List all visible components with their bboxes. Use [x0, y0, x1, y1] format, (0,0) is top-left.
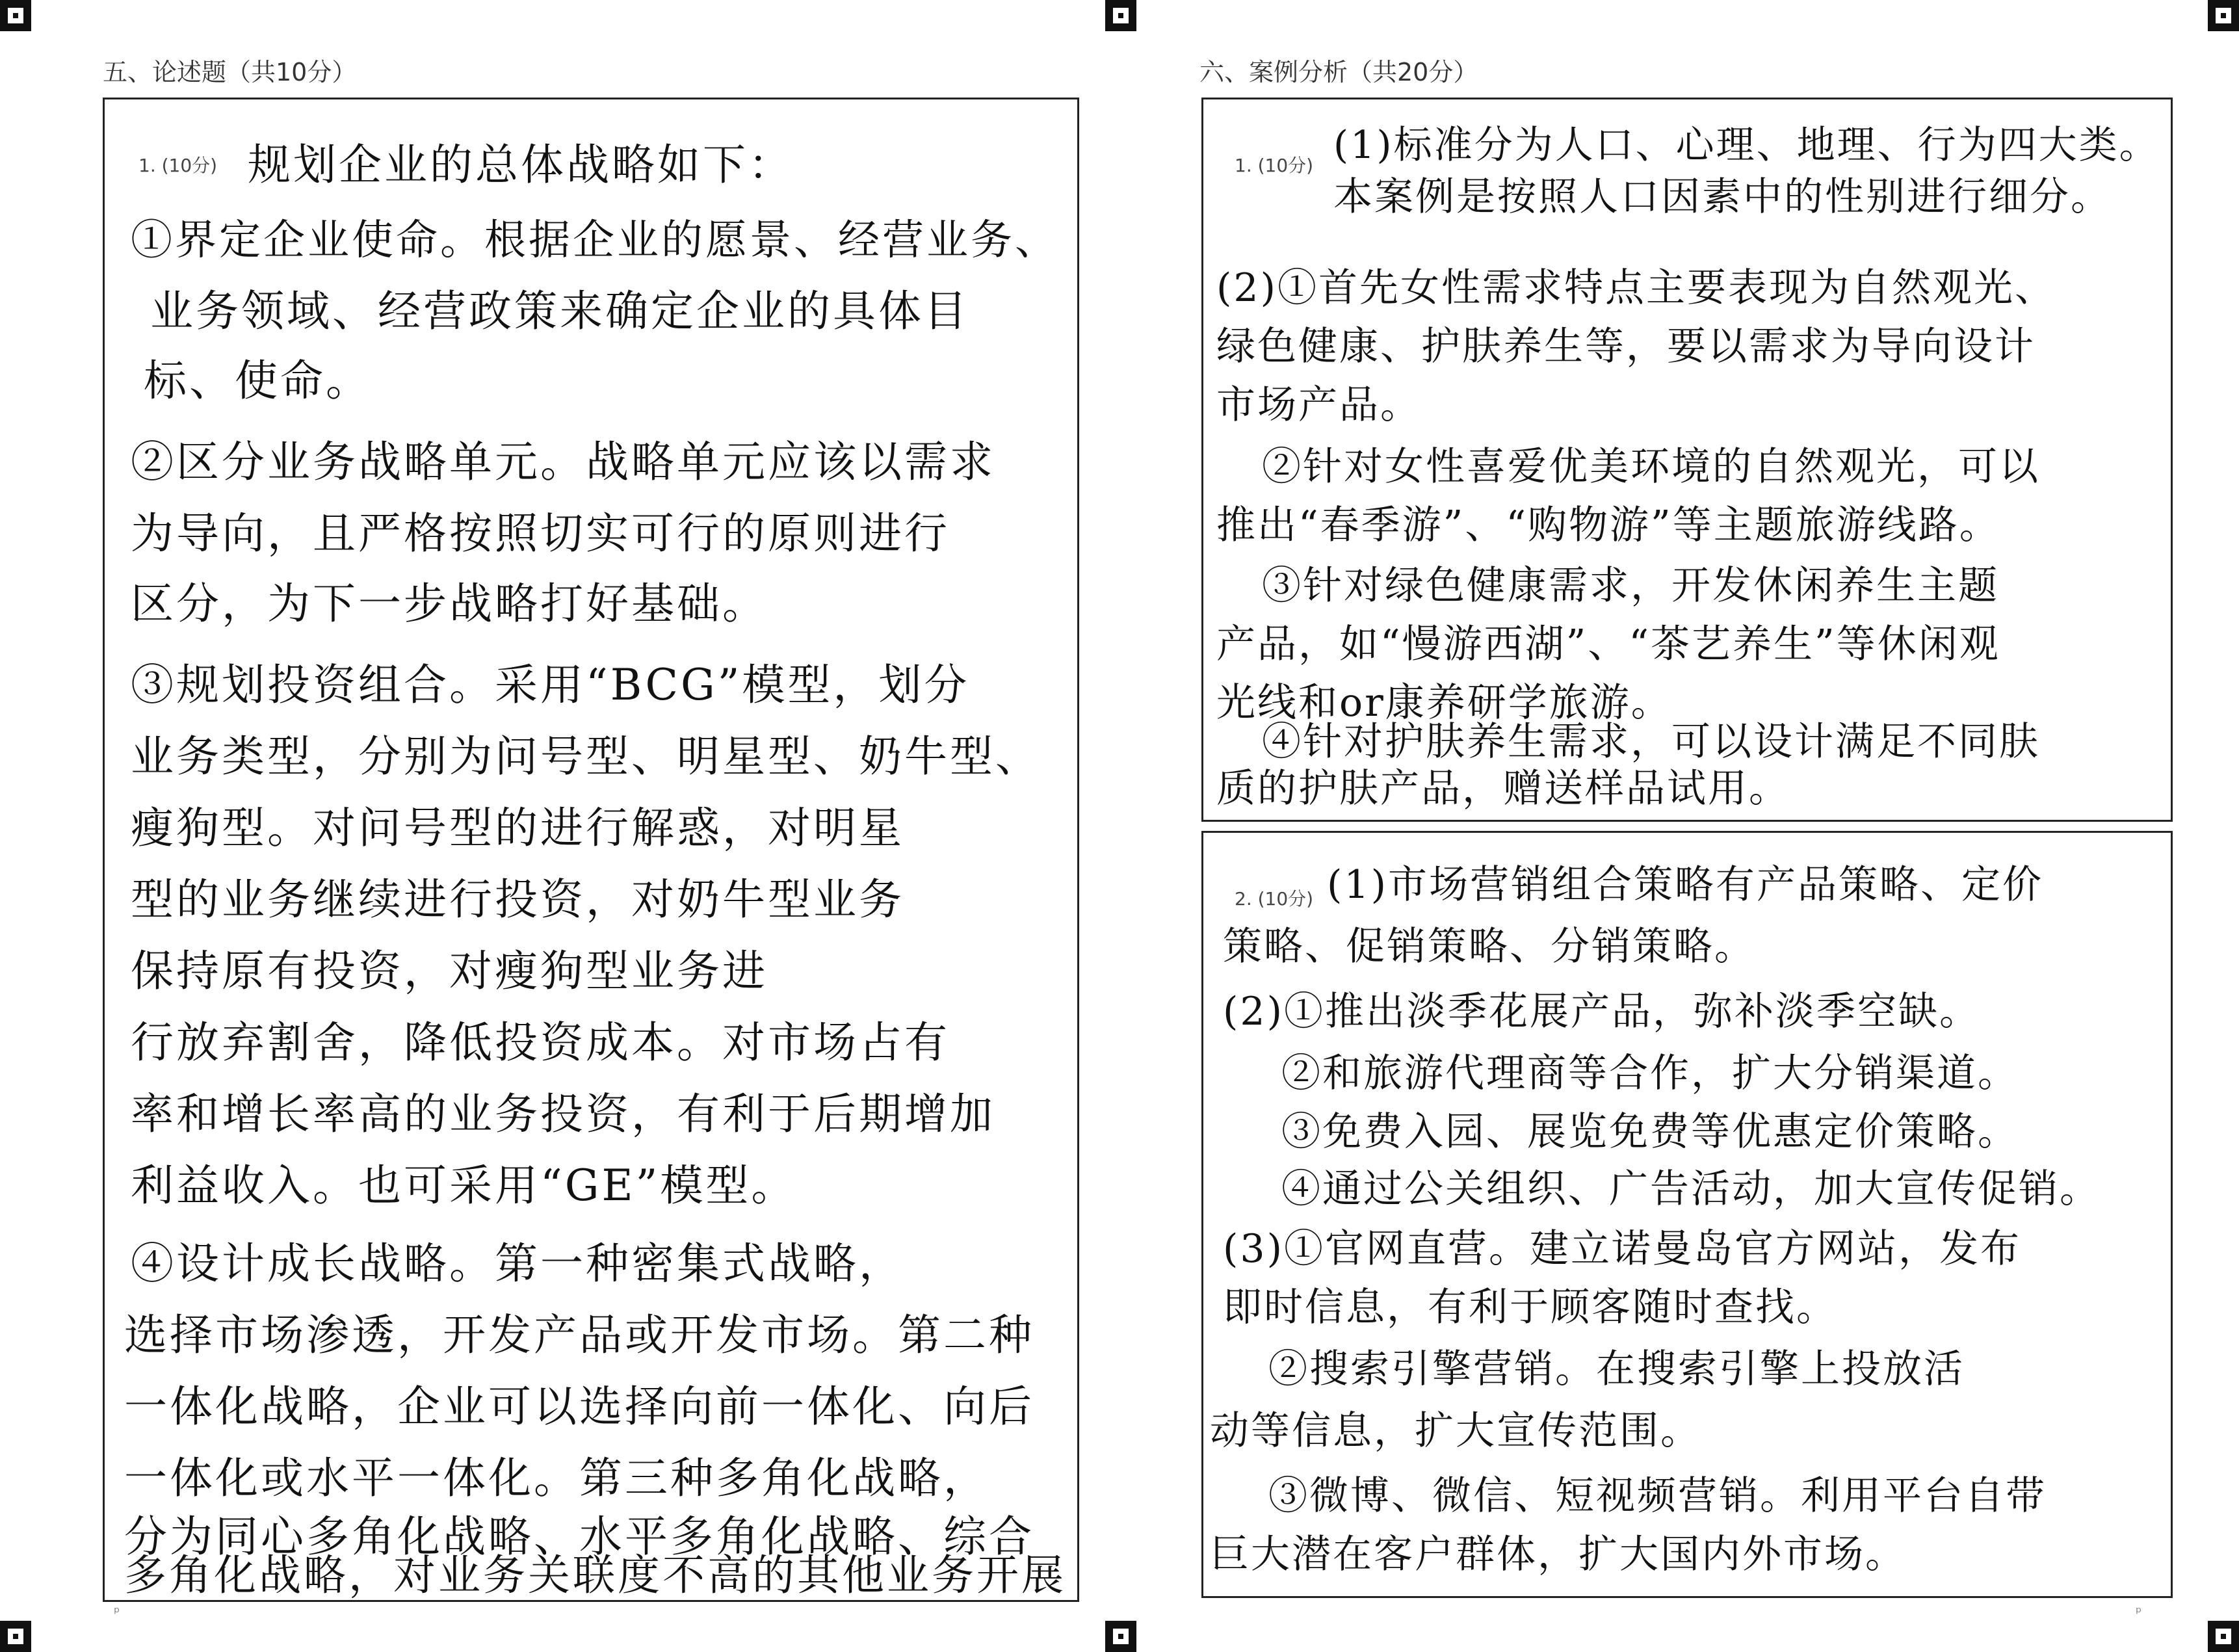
- handwritten-line: 巨大潜在客户群体，扩大国内外市场。: [1210, 1532, 1906, 1577]
- handwritten-line: ③微博、微信、短视频营销。利用平台自带: [1268, 1473, 2047, 1519]
- handwritten-line: 动等信息，扩大宣传范围。: [1210, 1408, 1701, 1454]
- handwritten-line: ④通过公关组织、广告活动，加大宣传促销。: [1281, 1166, 2101, 1212]
- handwritten-line: 推出“春季游”、“购物游”等主题旅游线路。: [1216, 503, 2000, 548]
- corner-marker-top-center: [1105, 0, 1136, 31]
- handwritten-line: (1)市场营销组合策略有产品策略、定价: [1327, 862, 2043, 908]
- section-title-case: 六、案例分析（共20分）: [1199, 58, 1478, 86]
- handwritten-line: 行放弃割舍，降低投资成本。对市场占有: [131, 1017, 950, 1068]
- handwritten-line: ③免费入园、展览免费等优惠定价策略。: [1281, 1109, 2019, 1155]
- handwritten-line: 绿色健康、护肤养生等，要以需求为导向设计: [1216, 324, 2036, 369]
- handwritten-line: ①界定企业使命。根据企业的愿景、经营业务、: [131, 216, 1059, 265]
- handwritten-line: ②区分业务战略单元。战略单元应该以需求: [131, 437, 995, 487]
- handwritten-line: 光线和or康养研学旅游。: [1216, 680, 1672, 726]
- handwritten-line: 业务类型，分别为问号型、明星型、奶牛型、: [131, 731, 1041, 781]
- handwritten-line: ②搜索引擎营销。在搜索引擎上投放活: [1268, 1346, 1965, 1392]
- handwritten-line: ④设计成长战略。第一种密集式战略，: [131, 1239, 904, 1289]
- corner-marker-bottom-right: [2208, 1621, 2239, 1652]
- handwritten-line: (3)①官网直营。建立诺曼岛官方网站，发布: [1223, 1226, 2021, 1272]
- handwritten-line: 一体化或水平一体化。第三种多角化战略，: [124, 1453, 989, 1503]
- handwritten-line: (2)①首先女性需求特点主要表现为自然观光、: [1216, 265, 2056, 311]
- corner-marker-bottom-left: [0, 1621, 31, 1652]
- handwritten-line: 区分，为下一步战略打好基础。: [131, 579, 768, 629]
- answer-box-case-2: [1201, 831, 2173, 1598]
- handwritten-line: ③规划投资组合。采用“BCG”模型，划分: [131, 660, 970, 710]
- handwritten-line: 为导向，且严格按照切实可行的原则进行: [131, 508, 950, 558]
- handwritten-line: 策略、促销策略、分销策略。: [1223, 924, 1755, 969]
- section-title-essay: 五、论述题（共10分）: [103, 58, 357, 86]
- handwritten-line: 市场产品。: [1216, 382, 1421, 428]
- question-label: 1. (10分): [138, 155, 218, 176]
- handwritten-line: 质的护肤产品，赠送样品试用。: [1216, 766, 1790, 811]
- handwritten-line: 保持原有投资，对瘦狗型业务进: [131, 946, 768, 996]
- corner-marker-top-right: [2208, 0, 2239, 31]
- handwritten-line: 多角化战略，对业务关联度不高的其他业务开展: [124, 1551, 1067, 1600]
- handwritten-line: 分为同心多角化战略、水平多角化战略、综合: [124, 1512, 1034, 1562]
- question-label: 2. (10分): [1235, 888, 1314, 910]
- handwritten-line: (1)标准分为人口、心理、地理、行为四大类。: [1333, 122, 2160, 167]
- corner-marker-top-left: [0, 0, 31, 31]
- handwritten-line: ③针对绿色健康需求，开发休闲养生主题: [1262, 563, 1999, 609]
- handwritten-line: 率和增长率高的业务投资，有利于后期增加: [131, 1089, 995, 1139]
- handwritten-line: ④针对护肤养生需求，可以设计满足不同肤: [1262, 719, 2040, 765]
- handwritten-line: 产品，如“慢游西湖”、“茶艺养生”等休闲观: [1216, 622, 2000, 667]
- handwritten-line: 选择市场渗透，开发产品或开发市场。第二种: [124, 1310, 1034, 1360]
- corner-marker-bottom-center: [1105, 1621, 1136, 1652]
- handwritten-line: 即时信息，有利于顾客随时查找。: [1223, 1285, 1837, 1330]
- footer-mark: ᵖ: [2136, 1605, 2142, 1621]
- handwritten-line: 本案例是按照人口因素中的性别进行细分。: [1333, 174, 2112, 220]
- handwritten-line: 利益收入。也可采用“GE”模型。: [131, 1160, 797, 1211]
- handwritten-line: 瘦狗型。对问号型的进行解惑，对明星: [131, 803, 904, 853]
- handwritten-line: 业务领域、经营政策来确定企业的具体目: [150, 286, 969, 336]
- handwritten-line: 型的业务继续进行投资，对奶牛型业务: [131, 874, 904, 924]
- question-label: 1. (10分): [1235, 155, 1314, 176]
- handwritten-line: 一体化战略，企业可以选择向前一体化、向后: [124, 1382, 1034, 1432]
- handwritten-line: ②和旅游代理商等合作，扩大分销渠道。: [1281, 1051, 2019, 1096]
- answer-box-essay: [103, 98, 1079, 1602]
- handwritten-line: ②针对女性喜爱优美环境的自然观光，可以: [1262, 444, 2040, 490]
- handwritten-line: 规划企业的总体战略如下：: [248, 140, 794, 190]
- answer-box-case-1: [1201, 98, 2173, 822]
- handwritten-line: (2)①推出淡季花展产品，弥补淡季空缺。: [1223, 989, 1980, 1034]
- footer-mark: ᵖ: [114, 1605, 120, 1621]
- handwritten-line: 标、使命。: [144, 356, 371, 406]
